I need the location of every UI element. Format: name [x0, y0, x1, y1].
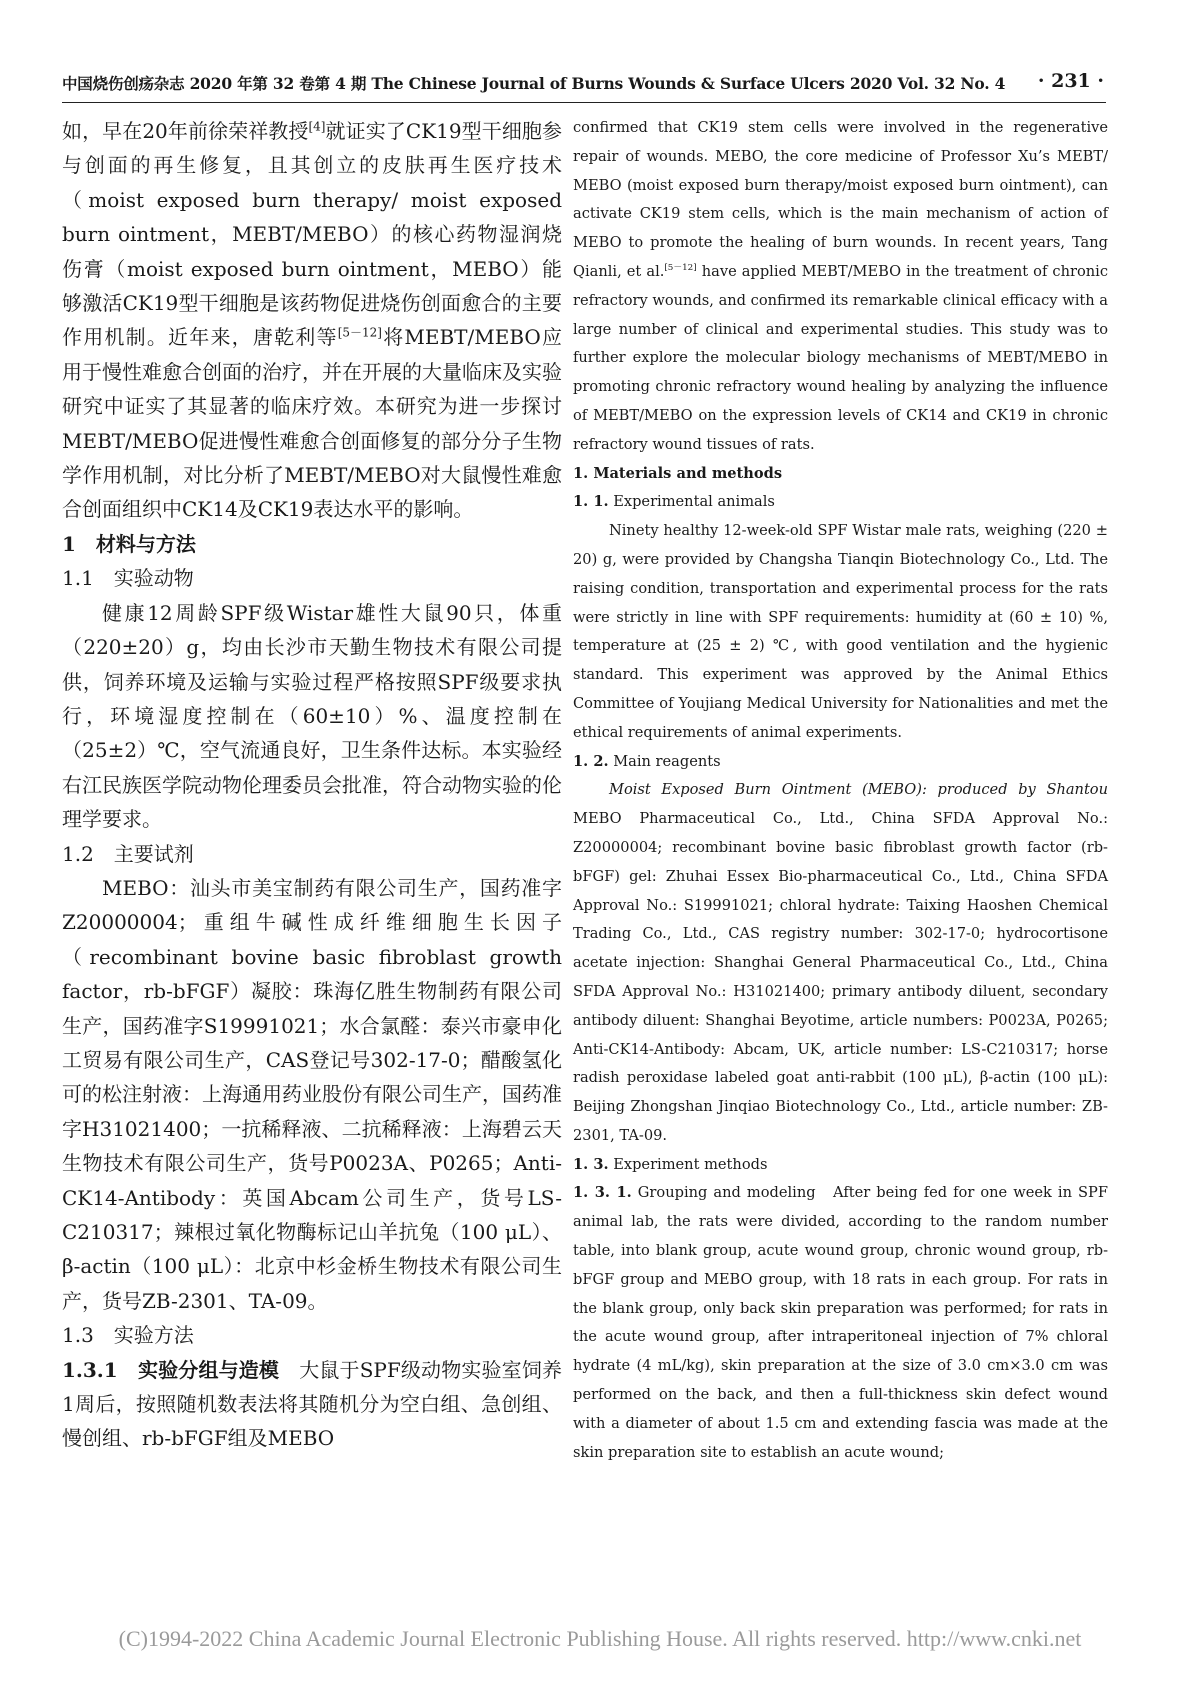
- heading-number: 1. 1.: [573, 493, 609, 511]
- copyright-footer: (C)1994-2022 China Academic Journal Electronic Publishing House. All rights reserved. http://www.cnki.net: [118, 1626, 1082, 1651]
- heading-text: Experiment methods: [608, 1155, 768, 1173]
- heading-text: Main reagents: [608, 752, 721, 770]
- animals-paragraph-cn: 健康12周龄SPF级Wistar雄性大鼠90只，体重（220±20）g，均由长沙市天勤生物技术有限公司提供，饲养环境及运输与实验过程严格按照SPF级要求执行，环境湿度控制在（60±10）%、温度控制在（25±2）℃，空气流通良好，卫生条件达标。本实验经右江民族医学院动物伦理委员会批准，符合动物实验的伦理学要求。: [62, 600, 562, 832]
- text-run: MEBO Pharmaceutical Co., Ltd., China SFDA Approval No.: Z20000004; recombinant bovine basic fibroblast growth factor (rb-bFGF) gel: Zhuhai Essex Bio-pharmaceutical Co., Ltd., China SFDA Approval No.: S19991021; chloral hydrate: Taixing Haoshen Chemical Trading Co., Ltd., CAS registry number: 302-17-0; hydrocortisone acetate injection: Shanghai General Pharmaceutical Co., Ltd., China SFDA Approval No.: H31021400; primary antibody diluent, secondary antibody diluent: Shanghai Beyotime, article numbers: P0023A, P0265; Anti-CK14-Antibody: Abcam, UK, article number: LS-C210317; horse radish peroxidase labeled goat anti-rabbit (100 μL), β-actin (100 μL): Beijing Zhongshan Jinqiao Biotechnology Co., Ltd., article number: ZB-2301, TA-09.: [573, 810, 1108, 1144]
- text-run: 大鼠于SPF级动物实验室饲养1周后，按照随机数表法将其随机分为空白组、急创组、慢创组、rb-bFGF组及MEBO: [62, 1357, 562, 1451]
- text-run: Moist Exposed Burn Ointment (MEBO): produced by Shantou: [609, 781, 1108, 799]
- reagents-paragraph-en: [573, 776, 1108, 1150]
- citation-ref: [4]: [308, 119, 326, 134]
- text-run: 如，早在20年前徐荣祥教授: [62, 119, 309, 143]
- text-run: After being fed for one week in SPF animal lab, the rats were divided, according to the random number table, into blank group, acute wound group, chronic wound group, rb-bFGF group and MEBO group, with 18 rats in each group. For rats in the blank group, only back skin preparation was performed; for rats in the acute wound group, after intraperitoneal injection of 7% chloral hydrate (4 mL/kg), skin preparation at the size of 3.0 cm×3.0 cm was performed on the back, and then a full-thickness skin defect wound with a diameter of about 1.5 cm and extending fascia was made at the skin preparation site to establish an acute wound;: [573, 1184, 1108, 1461]
- subsection-heading-en: [573, 488, 1108, 517]
- subsection-heading-en: [573, 748, 1108, 777]
- subsection-heading-en: [573, 1151, 1108, 1180]
- journal-header-text: 中国烧伤创疡杂志 2020 年第 32 卷第 4 期 The Chinese Journal of Burns Wounds & Surface Ulcers 2020 Vol. 32 No. 4: [62, 74, 1006, 93]
- subsection-heading-cn: 1.2 主要试剂: [62, 841, 194, 866]
- methods-paragraph-cn: [62, 1353, 562, 1456]
- chinese-column: [62, 114, 562, 1456]
- section-heading-cn: 1 材料与方法: [62, 531, 196, 556]
- intro-paragraph-en: [573, 114, 1108, 460]
- heading-number: 1. 3. 1.: [573, 1184, 632, 1202]
- text-run: 将MEBT/MEBO应用于慢性难愈合创面的治疗，并在开展的大量临床及实验研究中证实了其显著的临床疗效。本研究为进一步探讨MEBT/MEBO促进慢性难愈合创面修复的部分分子生物学作用机制，对比分析了MEBT/MEBO对大鼠慢性难愈合创面组织中CK14及CK19表达水平的影响。: [62, 325, 563, 522]
- heading-text: Grouping and modeling: [631, 1184, 816, 1202]
- running-header: [62, 68, 1106, 103]
- text-run: 就证实了CK19型干细胞参与创面的再生修复，且其创立的皮肤再生医疗技术（moist exposed burn therapy/ moist exposed burn ointment，MEBT/MEBO）的核心药物湿润烧伤膏（moist exposed burn ointment，MEBO）能够激活CK19型干细胞是该药物促进烧伤创面愈合的主要作用机制。近年来，唐乾利等: [62, 119, 563, 350]
- citation-ref: [5－12]: [337, 325, 382, 340]
- page-number: · 231 ·: [1037, 70, 1104, 92]
- text-run: confirmed that CK19 stem cells were involved in the regenerative repair of wounds. MEBO, the core medicine of Professor Xu’s MEBT/ MEBO (moist exposed burn therapy/moist exposed burn ointment), can activate CK19 stem cells, which is the main mechanism of action of MEBO to promote the healing of burn wounds. In recent years, Tang Qianli, et al.: [573, 119, 1108, 280]
- text-run: have applied MEBT/MEBO in the treatment of chronic refractory wounds, and confirmed its remarkable clinical efficacy with a large number of clinical and experimental studies. This study was to further explore the molecular biology mechanisms of MEBT/MEBO in promoting chronic refractory wound healing by analyzing the influence of MEBT/MEBO on the expression levels of CK14 and CK19 in chronic refractory wound tissues of rats.: [573, 262, 1108, 453]
- reagents-paragraph-cn: MEBO：汕头市美宝制药有限公司生产，国药准字Z20000004；重组牛碱性成纤维细胞生长因子（recombinant bovine basic fibroblast growth factor，rb-bFGF）凝胶：珠海亿胜生物制药有限公司生产，国药准字S19991021；水合氯醛：泰兴市豪申化工贸易有限公司生产，CAS登记号302-17-0；醋酸氢化可的松注射液：上海通用药业股份有限公司生产，国药准字H31021400；一抗稀释液、二抗稀释液：上海碧云天生物技术有限公司生产，货号P0023A、P0265；Anti-CK14-Antibody：英国Abcam公司生产，货号LS-C210317；辣根过氧化物酶标记山羊抗兔（100 μL）、β-actin（100 μL）：北京中杉金桥生物技术有限公司生产，货号ZB-2301、TA-09。: [62, 875, 562, 1313]
- intro-paragraph-cn: [62, 114, 562, 527]
- subsubsection-heading-cn: 1.3.1 实验分组与造模: [62, 1357, 280, 1382]
- citation-ref: [5－12]: [664, 263, 697, 274]
- methods-paragraph-en: [573, 1179, 1108, 1467]
- subsection-heading-cn: 1.3 实验方法: [62, 1323, 194, 1348]
- subsection-heading-cn: 1.1 实验动物: [62, 566, 194, 591]
- animals-paragraph-en: Ninety healthy 12-week-old SPF Wistar male rats, weighing (220 ± 20) g, were provided by Changsha Tianqin Biotechnology Co., Ltd. The raising condition, transportation and experimental process for the rats were strictly in line with SPF requirements: humidity at (60 ± 10) %, temperature at (25 ± 2) ℃, with good ventilation and the hygienic standard. This experiment was approved by the Animal Ethics Committee of Youjiang Medical University for Nationalities and met the ethical requirements of animal experiments.: [573, 522, 1108, 741]
- heading-number: 1. 2.: [573, 752, 609, 770]
- english-column: [573, 114, 1108, 1467]
- section-heading-en: 1. Materials and methods: [573, 464, 783, 482]
- heading-number: 1. 3.: [573, 1155, 609, 1173]
- heading-text: Experimental animals: [608, 493, 775, 511]
